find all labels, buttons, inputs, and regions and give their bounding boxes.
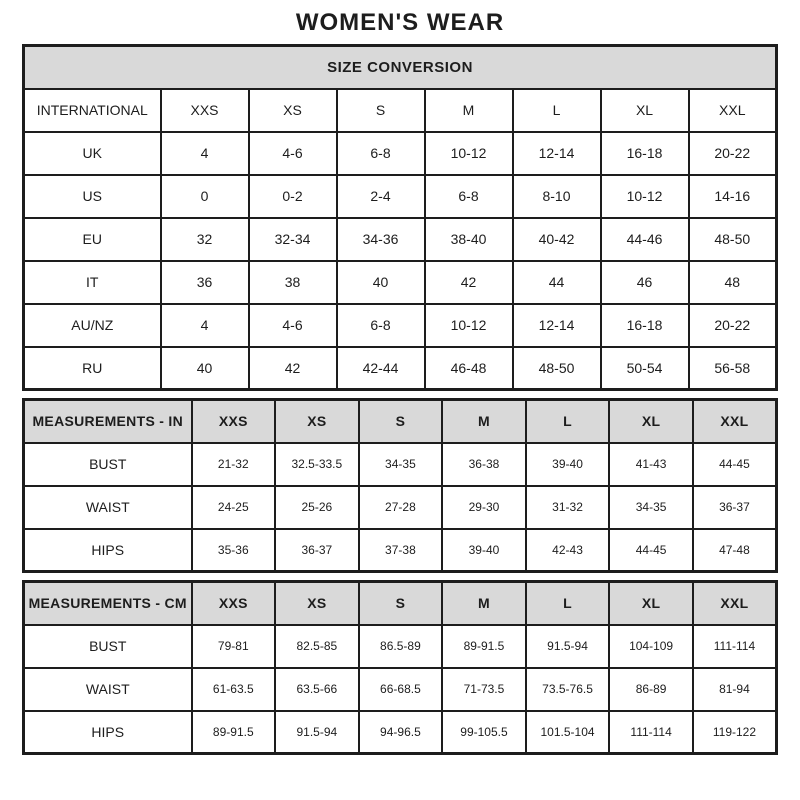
measure-cell: 94-96.5	[359, 711, 443, 754]
size-cell: 6-8	[337, 132, 425, 175]
measure-cell: 86-89	[609, 668, 693, 711]
measure-cell: 32.5-33.5	[275, 443, 359, 486]
size-cell: 48-50	[513, 347, 601, 390]
row-label: IT	[24, 261, 161, 304]
table-gap	[22, 391, 778, 398]
size-cell: 16-18	[601, 132, 689, 175]
size-cell: 6-8	[337, 304, 425, 347]
row-label: WAIST	[24, 486, 192, 529]
table-row-it	[24, 261, 777, 304]
measurements-cm-table	[22, 580, 778, 755]
colhead-size: M	[425, 89, 513, 132]
colhead-size: S	[359, 400, 443, 443]
measure-cell: 41-43	[609, 443, 693, 486]
row-label: US	[24, 175, 161, 218]
measure-cell: 36-37	[275, 529, 359, 572]
measure-cell: 66-68.5	[359, 668, 443, 711]
size-conversion-banner-row	[24, 46, 777, 89]
size-cell: 48	[689, 261, 777, 304]
size-cell: 14-16	[689, 175, 777, 218]
measure-cell: 24-25	[192, 486, 276, 529]
size-cell: 32	[161, 218, 249, 261]
colhead-size: XL	[609, 400, 693, 443]
measure-cell: 25-26	[275, 486, 359, 529]
measure-cell: 99-105.5	[442, 711, 526, 754]
colhead-size: S	[337, 89, 425, 132]
size-cell: 40	[337, 261, 425, 304]
colhead-size: M	[442, 582, 526, 625]
size-cell: 50-54	[601, 347, 689, 390]
row-label: EU	[24, 218, 161, 261]
table-gap	[22, 573, 778, 580]
colhead-size: XXS	[161, 89, 249, 132]
size-chart-page	[22, 0, 778, 755]
row-label: UK	[24, 132, 161, 175]
measure-cell: 44-45	[693, 443, 777, 486]
measure-cell: 101.5-104	[526, 711, 610, 754]
size-cell: 2-4	[337, 175, 425, 218]
row-label: BUST	[24, 443, 192, 486]
colhead-size: M	[442, 400, 526, 443]
table-row-bust-cm	[24, 625, 777, 668]
size-cell: 10-12	[425, 304, 513, 347]
colhead-size: XS	[249, 89, 337, 132]
size-cell: 10-12	[601, 175, 689, 218]
colhead-size: XXS	[192, 582, 276, 625]
row-label: BUST	[24, 625, 192, 668]
size-cell: 8-10	[513, 175, 601, 218]
measure-cell: 91.5-94	[275, 711, 359, 754]
size-cell: 32-34	[249, 218, 337, 261]
size-cell: 20-22	[689, 132, 777, 175]
measure-cell: 31-32	[526, 486, 610, 529]
measurements-cm-header-row	[24, 582, 777, 625]
row-label: RU	[24, 347, 161, 390]
measure-cell: 89-91.5	[442, 625, 526, 668]
colhead-international: INTERNATIONAL	[24, 89, 161, 132]
size-cell: 12-14	[513, 304, 601, 347]
size-cell: 12-14	[513, 132, 601, 175]
size-cell: 34-36	[337, 218, 425, 261]
measure-cell: 34-35	[609, 486, 693, 529]
measure-cell: 35-36	[192, 529, 276, 572]
table-row-hips-cm	[24, 711, 777, 754]
measurements-cm-header: MEASUREMENTS - CM	[24, 582, 192, 625]
size-cell: 38-40	[425, 218, 513, 261]
measure-cell: 119-122	[693, 711, 777, 754]
measure-cell: 111-114	[693, 625, 777, 668]
size-conversion-header: SIZE CONVERSION	[24, 46, 777, 89]
colhead-size: XXL	[689, 89, 777, 132]
colhead-size: L	[526, 400, 610, 443]
measure-cell: 73.5-76.5	[526, 668, 610, 711]
colhead-size: XS	[275, 582, 359, 625]
size-cell: 42-44	[337, 347, 425, 390]
page-title: WOMEN'S WEAR	[295, 9, 505, 36]
colhead-size: XS	[275, 400, 359, 443]
measure-cell: 47-48	[693, 529, 777, 572]
size-cell: 46-48	[425, 347, 513, 390]
measure-cell: 36-37	[693, 486, 777, 529]
measure-cell: 44-45	[609, 529, 693, 572]
size-cell: 44	[513, 261, 601, 304]
row-label: HIPS	[24, 529, 192, 572]
size-cell: 4-6	[249, 304, 337, 347]
table-row-waist-cm	[24, 668, 777, 711]
measure-cell: 89-91.5	[192, 711, 276, 754]
table-row-aunz	[24, 304, 777, 347]
measure-cell: 81-94	[693, 668, 777, 711]
measure-cell: 61-63.5	[192, 668, 276, 711]
size-conversion-colhead-row	[24, 89, 777, 132]
size-cell: 4-6	[249, 132, 337, 175]
measure-cell: 42-43	[526, 529, 610, 572]
size-cell: 56-58	[689, 347, 777, 390]
measure-cell: 37-38	[359, 529, 443, 572]
table-row-ru	[24, 347, 777, 390]
row-label: WAIST	[24, 668, 192, 711]
table-row-bust-in	[24, 443, 777, 486]
colhead-size: XXS	[192, 400, 276, 443]
table-row-waist-in	[24, 486, 777, 529]
size-cell: 16-18	[601, 304, 689, 347]
measure-cell: 63.5-66	[275, 668, 359, 711]
colhead-size: L	[526, 582, 610, 625]
size-cell: 42	[249, 347, 337, 390]
colhead-size: XXL	[693, 400, 777, 443]
size-cell: 40	[161, 347, 249, 390]
size-cell: 0-2	[249, 175, 337, 218]
measurements-in-header-row	[24, 400, 777, 443]
measure-cell: 79-81	[192, 625, 276, 668]
size-cell: 48-50	[689, 218, 777, 261]
size-cell: 4	[161, 304, 249, 347]
size-cell: 38	[249, 261, 337, 304]
table-row-eu	[24, 218, 777, 261]
measure-cell: 82.5-85	[275, 625, 359, 668]
colhead-size: XL	[601, 89, 689, 132]
measure-cell: 71-73.5	[442, 668, 526, 711]
measure-cell: 104-109	[609, 625, 693, 668]
size-cell: 42	[425, 261, 513, 304]
measure-cell: 39-40	[526, 443, 610, 486]
colhead-size: XL	[609, 582, 693, 625]
size-cell: 6-8	[425, 175, 513, 218]
table-row-hips-in	[24, 529, 777, 572]
row-label: AU/NZ	[24, 304, 161, 347]
measure-cell: 21-32	[192, 443, 276, 486]
table-row-uk	[24, 132, 777, 175]
size-cell: 0	[161, 175, 249, 218]
colhead-size: XXL	[693, 582, 777, 625]
measure-cell: 36-38	[442, 443, 526, 486]
measure-cell: 111-114	[609, 711, 693, 754]
row-label: HIPS	[24, 711, 192, 754]
measure-cell: 86.5-89	[359, 625, 443, 668]
measure-cell: 91.5-94	[526, 625, 610, 668]
size-cell: 46	[601, 261, 689, 304]
measure-cell: 29-30	[442, 486, 526, 529]
size-cell: 44-46	[601, 218, 689, 261]
size-cell: 10-12	[425, 132, 513, 175]
measurements-in-table	[22, 398, 778, 573]
measurements-in-header: MEASUREMENTS - IN	[24, 400, 192, 443]
colhead-size: L	[513, 89, 601, 132]
size-conversion-table	[22, 44, 778, 391]
size-cell: 4	[161, 132, 249, 175]
measure-cell: 34-35	[359, 443, 443, 486]
measure-cell: 27-28	[359, 486, 443, 529]
size-cell: 36	[161, 261, 249, 304]
measure-cell: 39-40	[442, 529, 526, 572]
size-cell: 20-22	[689, 304, 777, 347]
colhead-size: S	[359, 582, 443, 625]
size-cell: 40-42	[513, 218, 601, 261]
table-row-us	[24, 175, 777, 218]
